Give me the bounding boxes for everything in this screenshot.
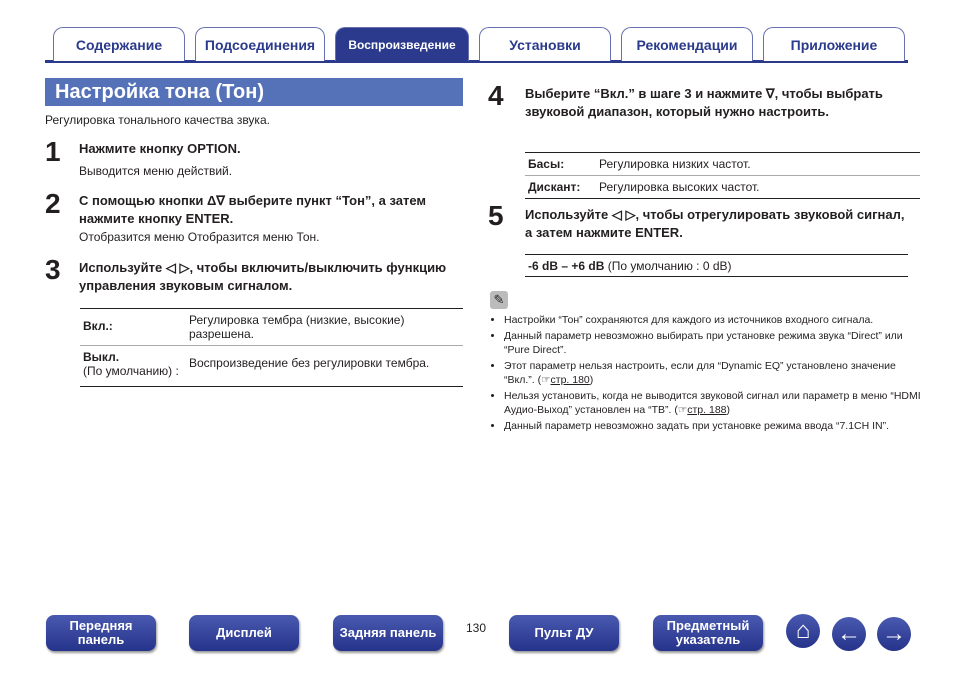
home-icon[interactable]: ⌂ <box>786 614 820 648</box>
note-item: • Данный параметр невозможно задать при установке режима ввода “7.1CH IN”. <box>504 419 929 434</box>
tab-tips[interactable]: Рекомендации <box>621 27 753 61</box>
intro-text: Регулировка тонального качества звука. <box>45 113 270 127</box>
step-text: Используйте ◁ ▷, чтобы включить/выключить функцию управления звуковым сигналом. <box>79 260 447 293</box>
step-sub: Отобразится меню Отобразится меню Тон. <box>79 230 320 244</box>
step-number: 3 <box>45 254 61 285</box>
tab-appendix[interactable]: Приложение <box>763 27 905 61</box>
table-key: Вкл.: <box>83 319 113 333</box>
table-key: Дискант: <box>528 180 581 194</box>
page-title: Настройка тона (Тон) <box>45 78 463 106</box>
tab-playback[interactable]: Воспроизведение <box>335 27 469 61</box>
rear-panel-button[interactable]: Задняя панель <box>333 615 443 651</box>
remote-button[interactable]: Пульт ДУ <box>509 615 619 651</box>
onoff-table <box>80 308 463 387</box>
step-sub: Выводится меню действий. <box>79 164 233 178</box>
table-value: Регулировка тембра (низкие, высокие) разрешена. <box>189 313 405 341</box>
range-table <box>525 152 920 199</box>
page-link[interactable]: стр. 188 <box>687 404 727 416</box>
pencil-note-icon: ✎ <box>490 291 508 309</box>
tab-connections[interactable]: Подсоединения <box>195 27 325 61</box>
table-value: Воспроизведение без регулировки тембра. <box>189 356 430 370</box>
hand-pointer-icon: ☞ <box>677 404 688 416</box>
nav-tabs <box>45 27 908 63</box>
range-value: -6 dB – +6 dB <box>528 259 605 273</box>
step-text: С помощью кнопки Δ∇ выберите пункт “Тон”, а затем нажмите кнопку ENTER. <box>79 193 427 226</box>
note-item: • Данный параметр невозможно выбирать при установке режима звука “Direct” или “Pure Direct”. <box>504 329 929 358</box>
step-text: Выберите “Вкл.” в шаге 3 и нажмите ∇, чтобы выбрать звуковой диапазон, который нужно настроить. <box>525 86 883 119</box>
notes-list <box>488 313 929 434</box>
page-number: 130 <box>466 621 487 635</box>
table-value: Регулировка высоких частот. <box>599 180 760 194</box>
back-arrow-icon[interactable]: ← <box>832 617 866 651</box>
display-button[interactable]: Дисплей <box>189 615 299 651</box>
forward-arrow-icon[interactable]: → <box>877 617 911 651</box>
table-key: Басы: <box>528 157 565 171</box>
table-value: Регулировка низких частот. <box>599 157 751 171</box>
step-number: 2 <box>45 188 61 219</box>
step-number: 5 <box>488 200 504 231</box>
note-item: • Этот параметр нельзя настроить, если для “Dynamic EQ” установлено значение “Вкл.”. (☞стр. 180) <box>504 359 929 388</box>
step-number: 1 <box>45 136 61 167</box>
hand-pointer-icon: ☞ <box>541 374 551 386</box>
range-default: (По умолчанию : 0 dB) <box>607 259 732 273</box>
tab-contents[interactable]: Содержание <box>53 27 185 61</box>
front-panel-button[interactable]: Передняя панель <box>46 615 156 651</box>
step-number: 4 <box>488 80 504 111</box>
page-link[interactable]: стр. 180 <box>550 374 590 386</box>
table-key: Выкл. <box>83 350 120 364</box>
db-range <box>525 254 908 277</box>
step-text: Используйте ◁ ▷, чтобы отрегулировать звуковой сигнал, а затем нажмите ENTER. <box>525 207 905 240</box>
tab-settings[interactable]: Установки <box>479 27 611 61</box>
note-item: • Настройки “Тон” сохраняются для каждого из источников входного сигнала. <box>504 313 929 328</box>
index-button[interactable]: Предметный указатель <box>653 615 763 651</box>
step-text: Нажмите кнопку OPTION. <box>79 141 241 156</box>
note-item: • Нельзя установить, когда не выводится звуковой сигнал или параметр в меню “HDMI Аудио-Выход” установлен на “ТВ”. (☞стр. 188) <box>504 389 929 418</box>
table-key-default: (По умолчанию) : <box>83 364 179 378</box>
